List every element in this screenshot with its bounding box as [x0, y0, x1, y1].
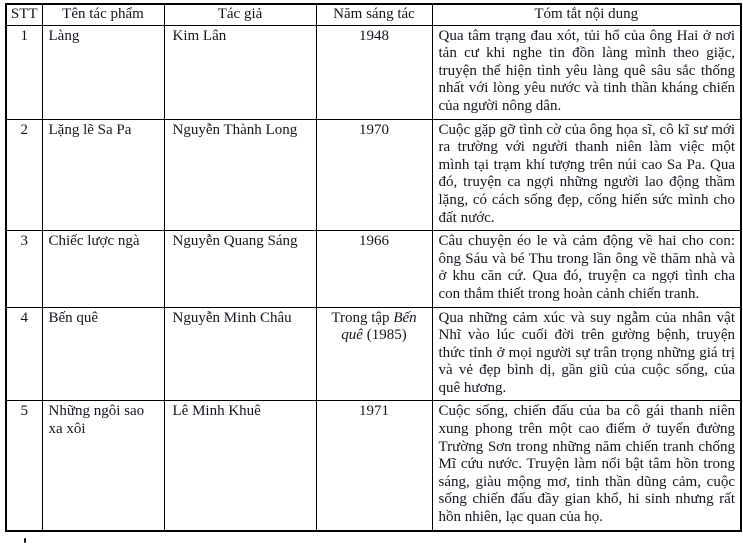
header-year: Năm sáng tác — [316, 4, 432, 25]
table-row — [6, 25, 741, 119]
table-row — [6, 307, 741, 401]
header-title: Tên tác phẩm — [42, 4, 164, 25]
cell-stt: 2 — [6, 119, 42, 231]
cell-year — [316, 307, 432, 401]
cell-work-title: Những ngôi sao xa xôi — [42, 401, 164, 531]
cutoff-text-artifact — [24, 538, 26, 543]
cell-year: 1948 — [316, 25, 432, 119]
cell-summary: Câu chuyện éo le và cảm động về hai cho con: ông Sáu và bé Thu trong lần ông về thăm nhà và ở khu căn cứ. Qua đó, truyện ca ngợi tình cha con thắm thiết trong hoàn cảnh chiến tranh. — [432, 231, 741, 307]
year-prefix-text: Trong tập — [331, 309, 394, 326]
cell-work-title: Làng — [42, 25, 164, 119]
cell-year: 1970 — [316, 119, 432, 231]
header-author: Tác giả — [164, 4, 316, 25]
header-row — [6, 4, 741, 25]
header-summary: Tóm tắt nội dung — [432, 4, 741, 25]
year-suffix-text: (1985) — [362, 327, 407, 344]
cell-stt: 3 — [6, 231, 42, 307]
cell-stt: 4 — [6, 307, 42, 401]
cell-stt: 5 — [6, 401, 42, 531]
header-stt: STT — [6, 4, 42, 25]
cell-stt: 1 — [6, 25, 42, 119]
cell-author: Nguyễn Thành Long — [164, 119, 316, 231]
cell-year: 1971 — [316, 401, 432, 531]
literature-summary-table — [5, 3, 742, 532]
table-row — [6, 401, 741, 531]
cell-summary: Qua những cảm xúc và suy ngẫm của nhân vật Nhĩ vào lúc cuối đời trên gường bệnh, truyện thức tỉnh ở mọi người sự trân trọng những giá trị và vẻ đẹp bình dị, gần giũ của cuộc sống, của quê hương. — [432, 307, 741, 401]
cell-author: Nguyễn Quang Sáng — [164, 231, 316, 307]
cell-summary: Cuộc sống, chiến đấu của ba cô gái thanh niên xung phong trên một cao điểm ở tuyến đường Trường Sơn trong những năm chiến tranh chống Mĩ cứu nước. Truyện làm nổi bật tâm hồn trong sáng, giàu mộng mơ, tinh thần dũng cảm, cuộc sống chiến đấu đầy gian khổ, hi sinh nhưng rất hồn nhiên, lạc quan của họ. — [432, 401, 741, 531]
cell-work-title: Chiếc lược ngà — [42, 231, 164, 307]
cell-summary: Cuộc gặp gỡ tình cờ của ông họa sĩ, cô kĩ sư mới ra trường với người thanh niên làm việc một mình tại trạm khí tượng trên núi cao Sa Pa. Qua đó, truyện ca ngợi những người lao động thầm lặng, có cách sống đẹp, cống hiến sức mình cho đất nước. — [432, 119, 741, 231]
cell-work-title: Lặng lẽ Sa Pa — [42, 119, 164, 231]
cell-summary: Qua tâm trạng đau xót, tủi hổ của ông Hai ở nơi tản cư khi nghe tin đồn làng mình theo giặc, truyện thể hiện tình yêu làng quê sâu sắc thống nhất với lòng yêu nước và tinh thần kháng chiến của người nông dân. — [432, 25, 741, 119]
cell-author: Nguyễn Minh Châu — [164, 307, 316, 401]
year-book-title: Bến quê — [341, 309, 417, 344]
cell-work-title: Bến quê — [42, 307, 164, 401]
cell-author: Lê Minh Khuê — [164, 401, 316, 531]
cell-author: Kim Lân — [164, 25, 316, 119]
table-row — [6, 231, 741, 307]
table-row — [6, 119, 741, 231]
cell-year: 1966 — [316, 231, 432, 307]
